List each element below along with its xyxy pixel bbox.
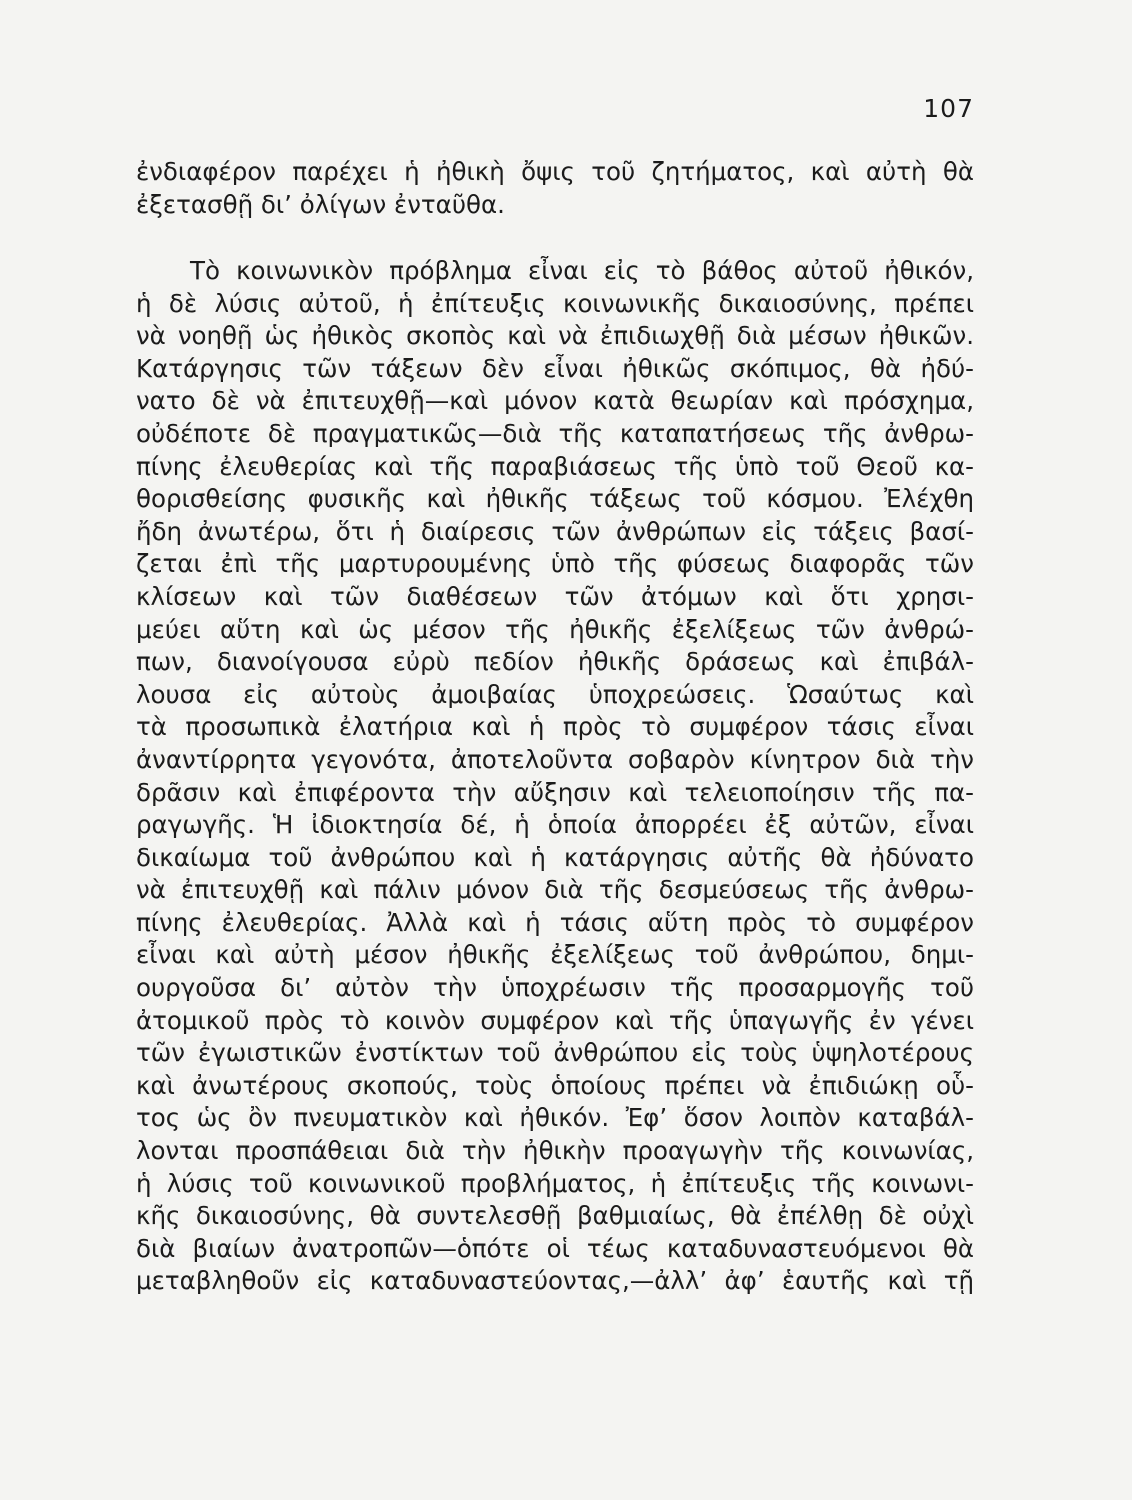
text-line: ἀναντίρρητα γεγονότα, ἀποτελοῦντα σοβαρὸν κίνητρον διὰ τὴν xyxy=(136,744,974,774)
text-line: διὰ βιαίων ἀνατροπῶν—ὁπότε οἱ τέως καταδυναστευόμενοι θὰ xyxy=(136,1233,974,1263)
text-line: δρᾶσιν καὶ ἐπιφέροντα τὴν αὔξησιν καὶ τελειοποίησιν τῆς πα- xyxy=(136,777,974,807)
text-line: πων, διανοίγουσα εὐρὺ πεδίον ἠθικῆς δράσεως καὶ ἐπιβάλ- xyxy=(136,647,974,677)
text-line: Τὸ κοινωνικὸν πρόβλημα εἶναι εἰς τὸ βάθος αὐτοῦ ἠθικόν, xyxy=(190,256,974,285)
text-line: δικαίωμα τοῦ ἀνθρώπου καὶ ἡ κατάργησις αὐτῆς θὰ ἠδύνατο xyxy=(136,842,974,872)
page-number: 107 xyxy=(923,94,974,123)
text-line: πίνης ἐλευθερίας. Ἀλλὰ καὶ ἡ τάσις αὕτη πρὸς τὸ συμφέρον xyxy=(136,907,974,937)
text-line: νατο δὲ νὰ ἐπιτευχθῇ—καὶ μόνον κατὰ θεωρίαν καὶ πρόσχημα, xyxy=(136,386,974,416)
text-line: ἐξετασθῇ δι’ ὀλίγων ἐνταῦθα. xyxy=(136,189,505,219)
text-line: ἡ λύσις τοῦ κοινωνικοῦ προβλήματος, ἡ ἐπίτευξις τῆς κοινωνι- xyxy=(136,1168,974,1198)
text-line: πίνης ἐλευθερίας καὶ τῆς παραβιάσεως τῆς ὑπὸ τοῦ Θεοῦ κα- xyxy=(136,451,974,481)
text-line: κῆς δικαιοσύνης, θὰ συντελεσθῇ βαθμιαίως, θὰ ἐπέλθῃ δὲ οὐχὶ xyxy=(136,1201,974,1231)
text-line: τὰ προσωπικὰ ἐλατήρια καὶ ἡ πρὸς τὸ συμφέρον τάσις εἶναι xyxy=(136,712,974,742)
text-line: ἤδη ἀνωτέρω, ὅτι ἡ διαίρεσις τῶν ἀνθρώπων εἰς τάξεις βασί- xyxy=(136,516,974,546)
text-line: νὰ ἐπιτευχθῇ καὶ πάλιν μόνον διὰ τῆς δεσμεύσεως τῆς ἀνθρω- xyxy=(136,875,974,905)
text-line: μεταβληθοῦν εἰς καταδυναστεύοντας,—ἀλλ’ ἀφ’ ἑαυτῆς καὶ τῇ xyxy=(136,1266,974,1296)
text-line: λουσα εἰς αὐτοὺς ἀμοιβαίας ὑποχρεώσεις. Ὡσαύτως καὶ xyxy=(136,679,974,709)
text-line: Κατάργησις τῶν τάξεων δὲν εἶναι ἠθικῶς σκόπιμος, θὰ ἠδύ- xyxy=(136,353,974,383)
text-line: ἡ δὲ λύσις αὐτοῦ, ἡ ἐπίτευξις κοινωνικῆς δικαιοσύνης, πρέπει xyxy=(136,288,974,318)
text-line: ἀτομικοῦ πρὸς τὸ κοινὸν συμφέρον καὶ τῆς ὑπαγωγῆς ἐν γένει xyxy=(136,1005,974,1035)
text-line: νὰ νοηθῇ ὡς ἠθικὸς σκοπὸς καὶ νὰ ἐπιδιωχθῇ διὰ μέσων ἠθικῶν. xyxy=(136,321,974,351)
text-line: τῶν ἐγωιστικῶν ἐνστίκτων τοῦ ἀνθρώπου εἰς τοὺς ὑψηλοτέρους xyxy=(136,1038,974,1068)
text-line: ουργοῦσα δι’ αὐτὸν τὴν ὑποχρέωσιν τῆς προσαρμογῆς τοῦ xyxy=(136,973,974,1003)
paragraph-2 xyxy=(136,255,974,1298)
text-line: ζεται ἐπὶ τῆς μαρτυρουμένης ὑπὸ τῆς φύσεως διαφορᾶς τῶν xyxy=(136,549,974,579)
text-line: εἶναι καὶ αὐτὴ μέσον ἠθικῆς ἐξελίξεως τοῦ ἀνθρώπου, δημι- xyxy=(136,940,974,970)
text-line: λονται προσπάθειαι διὰ τὴν ἠθικὴν προαγωγὴν τῆς κοινωνίας, xyxy=(136,1136,974,1166)
text-line: ραγωγῆς. Ἡ ἰδιοκτησία δέ, ἡ ὁποία ἀπορρέει ἐξ αὐτῶν, εἶναι xyxy=(136,810,974,840)
text-line: ἐνδιαφέρον παρέχει ἡ ἠθικὴ ὄψις τοῦ ζητήματος, καὶ αὐτὴ θὰ xyxy=(136,157,974,186)
paragraph-1 xyxy=(136,156,974,221)
text-line: οὐδέποτε δὲ πραγματικῶς—διὰ τῆς καταπατήσεως τῆς ἀνθρω- xyxy=(136,418,974,448)
text-line: μεύει αὕτη καὶ ὡς μέσον τῆς ἠθικῆς ἐξελίξεως τῶν ἀνθρώ- xyxy=(136,614,974,644)
text-line: τος ὡς ὂν πνευματικὸν καὶ ἠθικόν. Ἐφ’ ὅσον λοιπὸν καταβάλ- xyxy=(136,1103,974,1133)
text-line: κλίσεων καὶ τῶν διαθέσεων τῶν ἀτόμων καὶ ὅτι χρησι- xyxy=(136,581,974,611)
text-line: καὶ ἀνωτέρους σκοπούς, τοὺς ὁποίους πρέπει νὰ ἐπιδιώκῃ οὗ- xyxy=(136,1070,974,1100)
text-line: θορισθείσης φυσικῆς καὶ ἠθικῆς τάξεως τοῦ κόσμου. Ἐλέχθη xyxy=(136,484,974,514)
